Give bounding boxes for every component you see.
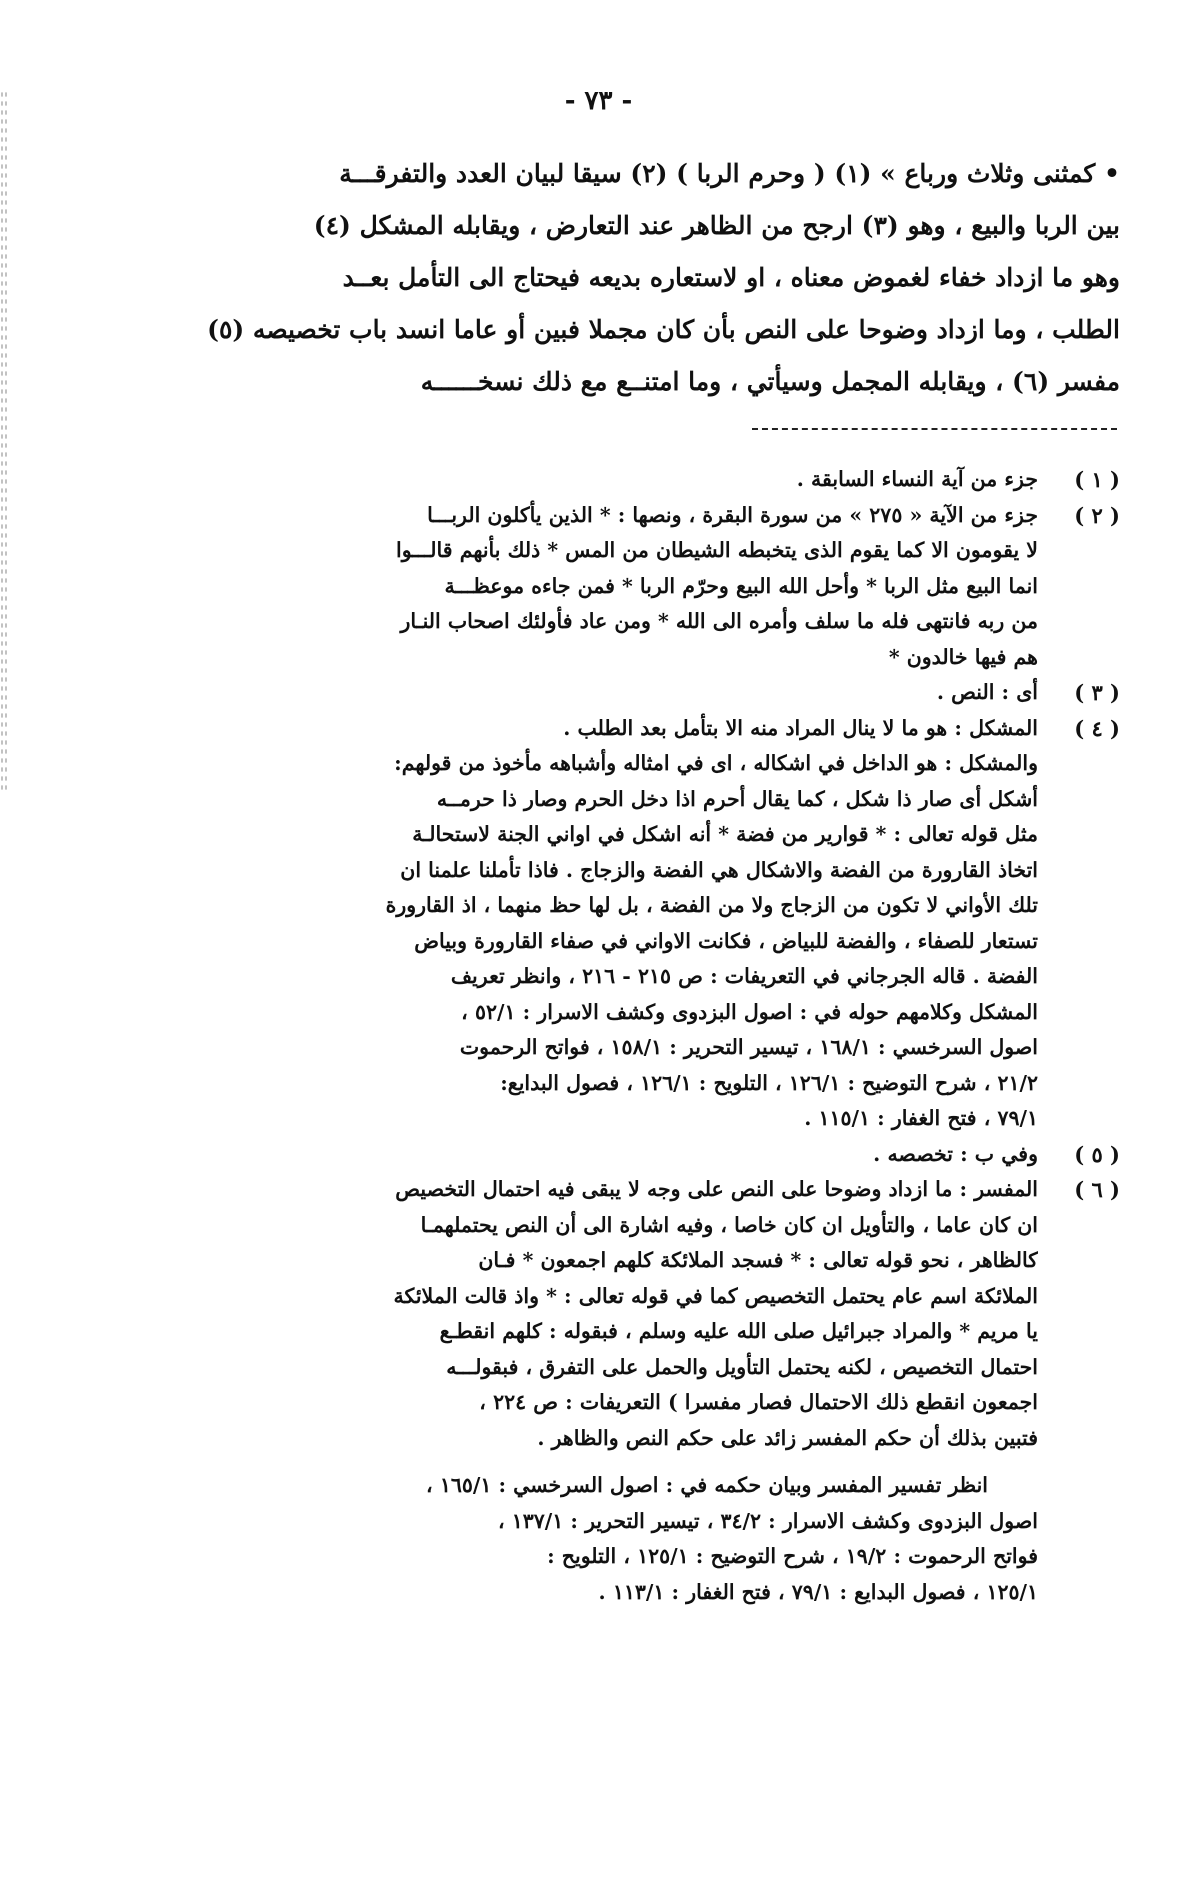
footnote	[140, 1172, 1120, 1610]
main-text-line: مفسر (٦) ، ويقابله المجمل وسيأتي ، وما امتنــع مع ذلك نسخــــــه	[420, 367, 1120, 396]
footnote-line: جزء من الآية « ٢٧٥ » من سورة البقرة ، ونصها : * الذين يأكلون الربـــا	[427, 502, 1038, 527]
footnote-line: جزء من آية النساء السابقة .	[796, 467, 1038, 491]
footnote-line: انما البيع مثل الربا * وأحل الله البيع وحرّم الربا * فمن جاءه موعظـــة	[444, 573, 1038, 598]
footnote-line: أى : النص .	[936, 680, 1038, 704]
footnote	[140, 1137, 1120, 1173]
footnote-line: اجمعون انقطع ذلك الاحتمال فصار مفسرا ) التعريفات : ص ٢٢٤ ،	[479, 1390, 1038, 1414]
footnote	[140, 675, 1120, 711]
footnote	[140, 462, 1120, 498]
page-number: - ٧٣ -	[564, 86, 633, 116]
main-text-block	[140, 148, 1120, 408]
footnote-number: ( ٦ )	[1074, 1177, 1120, 1202]
footnote-line: ان كان عاما ، والتأويل ان كان خاصا ، وفيه اشارة الى أن النص يحتملهمـا	[420, 1212, 1038, 1237]
footnote-line: اصول السرخسي : ١٦٨/١ ، تيسير التحرير : ١٥٨/١ ، فواتح الرحموت	[459, 1035, 1038, 1059]
footnote-body	[140, 1137, 1038, 1173]
footnote-number: ( ٢ )	[1074, 502, 1120, 528]
footnote-line: والمشكل : هو الداخل في اشكاله ، اى في امثاله وأشباهه مأخوذ من قولهم:	[394, 751, 1038, 775]
footnote-body	[140, 711, 1038, 1137]
footnote-number: ( ٥ )	[1074, 1141, 1120, 1167]
footnote-number: ( ٤ )	[1074, 715, 1120, 741]
spacer	[140, 1456, 1038, 1468]
reference-line: ١٢٥/١ ، فصول البدايع : ٧٩/١ ، فتح الغفار : ١١٣/١ .	[598, 1579, 1038, 1604]
footnote-line: المشكل وكلامهم حوله في : اصول البزدوى وكشف الاسرار : ٥٢/١ ،	[461, 999, 1038, 1024]
footnote-number: ( ١ )	[1074, 467, 1120, 492]
footnote-line: ٢١/٢ ، شرح التوضيح : ١٢٦/١ ، التلويح : ١٢٦/١ ، فصول البدايع:	[500, 1070, 1038, 1095]
reference-line: فواتح الرحموت : ١٩/٢ ، شرح التوضيح : ١٢٥/١ ، التلويح :	[547, 1544, 1038, 1568]
footnote-line: أشكل أى صار ذا شكل ، كما يقال أحرم اذا دخل الحرم وصار ذا حرمــه	[436, 786, 1038, 811]
footnotes-block	[140, 462, 1120, 1610]
footnote-body	[140, 498, 1038, 676]
footnote-line: اتخاذ القارورة من الفضة والاشكال هي الفضة والزجاج . فاذا تأملنا علمنا ان	[400, 857, 1038, 882]
footnote-line: تلك الأواني لا تكون من الزجاج ولا من الفضة ، بل لها حظ منهما ، اذ القارورة	[385, 893, 1038, 917]
reference-line: اصول البزدوى وكشف الاسرار : ٣٤/٢ ، تيسير التحرير : ١٣٧/١ ،	[497, 1508, 1038, 1533]
footnote-number: ( ٣ )	[1074, 680, 1120, 705]
main-text-line: الطلب ، وما ازداد وضوحا على النص بأن كان مجملا فبين أو عاما انسد باب تخصيصه (٥)	[207, 315, 1120, 344]
main-text-line: بين الربا والبيع ، وهو (٣) ارجح من الظاهر عند التعارض ، ويقابله المشكل (٤)	[313, 211, 1120, 240]
footnote-line: وفي ب : تخصصه .	[873, 1141, 1038, 1166]
main-text-line: • كمثنى وثلاث ورباع » (١) ( وحرم الربا ) (٢) سيقا لبيان العدد والتفرقـــة	[339, 159, 1120, 188]
footnote-line: الملائكة اسم عام يحتمل التخصيص كما في قوله تعالى : * واذ قالت الملائكة	[393, 1283, 1038, 1308]
footnote-line: ٧٩/١ ، فتح الغفار : ١١٥/١ .	[804, 1106, 1038, 1130]
footnote-line: يا مريم * والمراد جبرائيل صلى الله عليه وسلم ، فبقوله : كلهم انقطـع	[439, 1319, 1038, 1343]
footnote-line: مثل قوله تعالى : * قوارير من فضة * أنه اشكل في اواني الجنة لاستحالـة	[412, 822, 1038, 846]
footnote-line: احتمال التخصيص ، لكنه يحتمل التأويل والحمل على التفرق ، فبقولـــه	[446, 1354, 1038, 1379]
scan-edge-mark	[0, 90, 8, 790]
reference-line: انظر تفسير المفسر وبيان حكمه في : اصول السرخسي : ١٦٥/١ ،	[426, 1473, 988, 1497]
footnote-body	[140, 675, 1038, 711]
footnote-line: المفسر : ما ازداد وضوحا على النص على وجه لا يبقى فيه احتمال التخصيص	[395, 1177, 1038, 1201]
footnote	[140, 711, 1120, 1137]
footnote-line: فتبين بذلك أن حكم المفسر زائد على حكم النص والظاهر .	[537, 1425, 1038, 1450]
main-text-line: وهو ما ازداد خفاء لغموض معناه ، او لاستعاره بديعه فيحتاج الى التأمل بعــد	[342, 263, 1120, 292]
footnote-body	[140, 462, 1038, 498]
footnote-line: من ربه فانتهى فله ما سلف وأمره الى الله * ومن عاد فأولئك اصحاب النـار	[400, 609, 1038, 633]
footnote-line: هم فيها خالدون *	[888, 644, 1038, 669]
footnote-separator	[752, 428, 1117, 430]
footnote-line: المشكل : هو ما لا ينال المراد منه الا بتأمل بعد الطلب .	[563, 715, 1038, 740]
footnote	[140, 498, 1120, 676]
footnote-line: تستعار للصفاء ، والفضة للبياض ، فكانت الاواني في صفاء القارورة وبياض	[414, 928, 1038, 953]
footnote-line: لا يقومون الا كما يقوم الذى يتخبطه الشيطان من المس * ذلك بأنهم قالـــوا	[396, 538, 1038, 562]
footnote-line: الفضة . قاله الجرجاني في التعريفات : ص ٢١٥ - ٢١٦ ، وانظر تعريف	[450, 964, 1038, 988]
footnote-body	[140, 1172, 1038, 1610]
footnote-line: كالظاهر ، نحو قوله تعالى : * فسجد الملائكة كلهم اجمعون * فـان	[478, 1248, 1038, 1272]
